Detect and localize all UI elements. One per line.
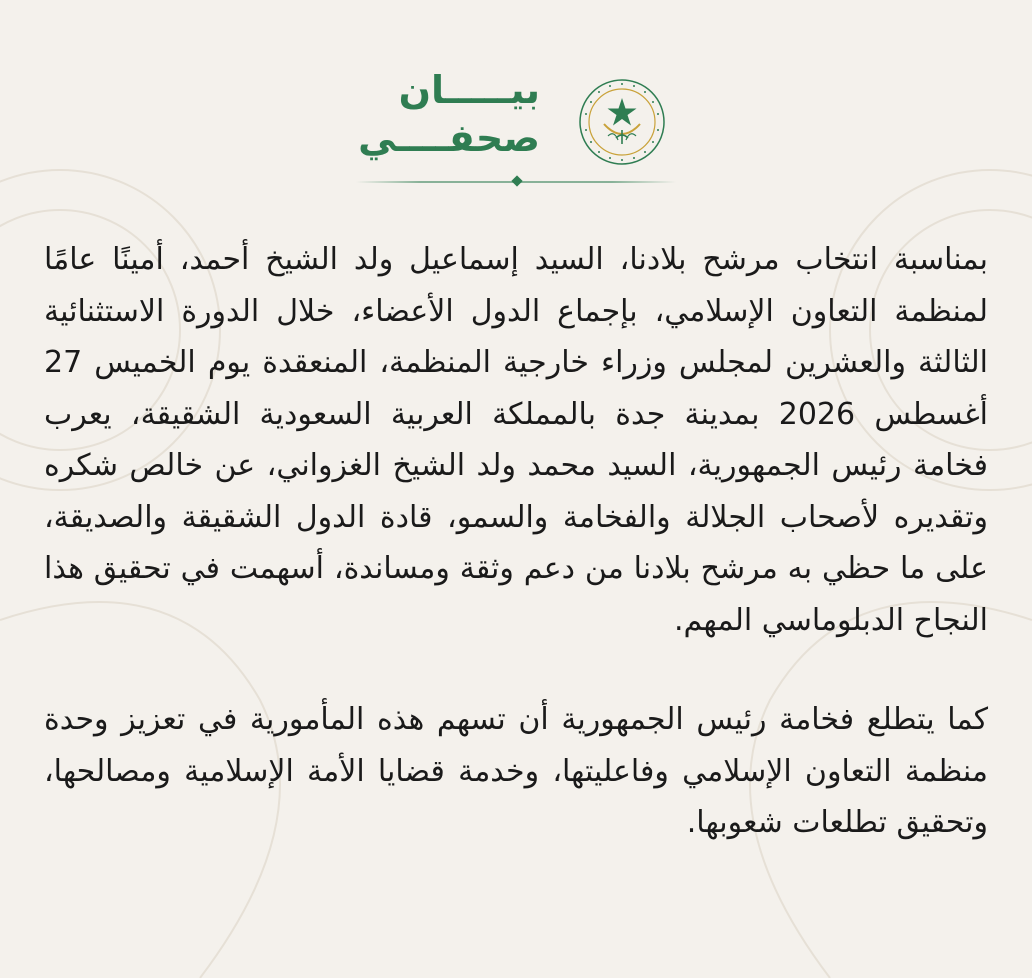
title-line-press: صحفــــي	[358, 116, 540, 160]
title-line-statement: بيـــــان	[398, 68, 540, 112]
statement-paragraph-2: كما يتطلع فخامة رئيس الجمهورية أن تسهم هذه المأمورية في تعزيز وحدة منظمة التعاون الإسلامي وفاعليتها، وخدمة قضايا الأمة الإسلامية ومصالحها، وتحقيق تطلعات شعوبها.	[44, 702, 988, 840]
divider-diamond-icon	[511, 175, 522, 186]
press-release-header	[0, 58, 1032, 198]
statement-body	[44, 234, 988, 849]
press-release-title	[360, 68, 560, 168]
statement-paragraph-1: بمناسبة انتخاب مرشح بلادنا، السيد إسماعيل ولد الشيخ أحمد، أمينًا عامًا لمنظمة التعاون الإسلامي، بإجماع الدول الأعضاء، خلال الدورة الاستثنائية الثالثة والعشرين لمجلس وزراء خارجية المنظمة، المنعقدة يوم الخميس 27 أغسطس 2026 بمدينة جدة بالمملكة العربية السعودية الشقيقة، يعرب فخامة رئيس الجمهورية، السيد محمد ولد الشيخ الغزواني، عن خالص شكره وتقديره لأصحاب الجلالة والفخامة والسمو، قادة الدول الشقيقة والصديقة، على ما حظي به مرشح بلادنا من دعم وثقة ومساندة، أسهمت في تحقيق هذا النجاح الدبلوماسي المهم.	[44, 242, 989, 638]
presidency-emblem-icon	[578, 78, 666, 166]
